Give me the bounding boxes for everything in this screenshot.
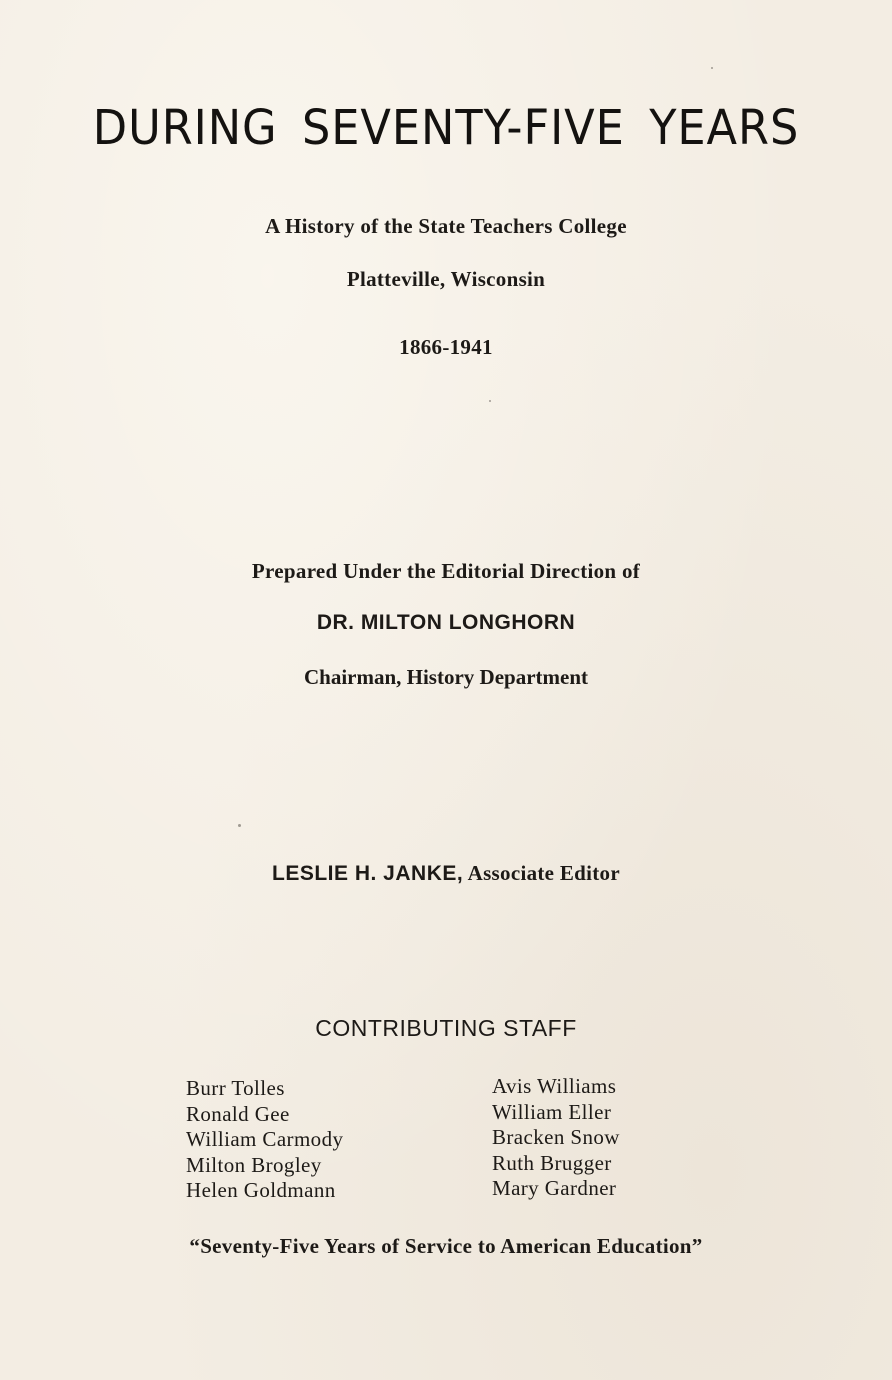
- book-subtitle: A History of the State Teachers College: [265, 214, 627, 238]
- contributing-staff-heading: CONTRIBUTING STAFF: [315, 1015, 577, 1041]
- associate-editor-role: Associate Editor: [467, 861, 620, 885]
- staff-name: Mary Gardner: [492, 1176, 617, 1200]
- years-line: 1866-1941: [399, 335, 493, 359]
- editor-name: DR. MILTON LONGHORN: [316, 611, 576, 634]
- staff-name: Ruth Brugger: [492, 1150, 612, 1175]
- place-line: Platteville, Wisconsin: [346, 267, 546, 291]
- paper-speck: [489, 400, 491, 402]
- staff-name: Milton Brogley: [186, 1152, 322, 1177]
- staff-name: Bracken Snow: [492, 1125, 620, 1149]
- staff-name: Ronald Gee: [186, 1101, 290, 1126]
- staff-name: William Eller: [492, 1099, 612, 1124]
- associate-editor-line: [0, 861, 892, 886]
- staff-name: Helen Goldmann: [186, 1178, 336, 1202]
- prepared-by-line: Prepared Under the Editorial Direction of: [251, 559, 641, 583]
- staff-name: William Carmody: [186, 1127, 344, 1151]
- staff-name: Burr Tolles: [186, 1076, 285, 1100]
- paper-speck: [711, 67, 713, 69]
- book-title: DURING SEVENTY-FIVE YEARS: [92, 100, 800, 156]
- staff-list-left: [186, 1076, 343, 1204]
- staff-name: Avis Williams: [492, 1074, 617, 1098]
- motto: “Seventy-Five Years of Service to American Education”: [189, 1234, 703, 1258]
- editor-role: Chairman, History Department: [303, 665, 589, 689]
- associate-editor-name: LESLIE H. JANKE,: [272, 862, 464, 885]
- staff-list-right: [492, 1074, 620, 1202]
- paper-speck: [238, 824, 241, 827]
